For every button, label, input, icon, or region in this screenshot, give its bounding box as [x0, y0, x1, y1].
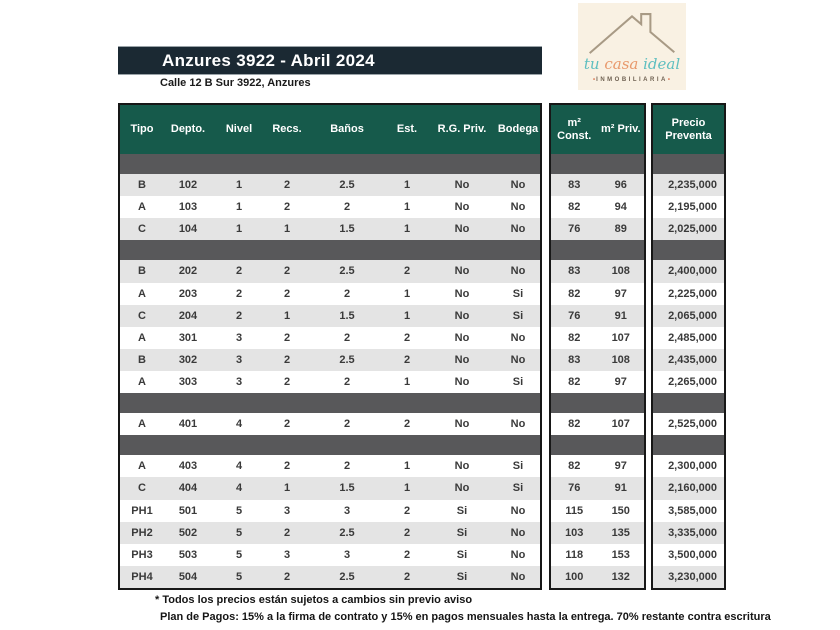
cell-est: 1: [403, 179, 411, 192]
table-row: [551, 349, 644, 371]
m2-table: [549, 103, 646, 590]
cell-est: 2: [403, 331, 411, 344]
cell-nivel: 3: [235, 331, 243, 344]
cell-rg-priv: No: [454, 460, 470, 473]
cell-depto: 103: [178, 201, 198, 214]
table-row: [551, 218, 644, 240]
cell-bodega: No: [510, 201, 526, 214]
cell-nivel: 2: [235, 287, 243, 300]
cell-m2-priv: 97: [614, 460, 627, 473]
price-table-header: [653, 105, 724, 154]
cell-depto: 303: [178, 376, 198, 389]
cell-precio: 3,230,000: [668, 570, 717, 583]
cell-depto: 502: [178, 526, 198, 539]
cell-nivel: 4: [235, 482, 243, 495]
logo-wordmark: [584, 57, 680, 72]
cell-rg-priv: Si: [456, 504, 468, 517]
logo-word-casa: casa: [604, 55, 639, 73]
col-header-bodega: Bodega: [497, 123, 539, 136]
cell-m2-const: 76: [568, 482, 581, 495]
precio-line1: Precio: [671, 116, 706, 129]
cell-tipo: A: [138, 418, 146, 431]
separator-row: [653, 154, 724, 174]
main-table: [118, 103, 542, 590]
cell-recs: 2: [283, 460, 291, 473]
table-row: [120, 218, 540, 240]
cell-nivel: 3: [235, 353, 243, 366]
separator-row: [120, 393, 540, 413]
cell-depto: 203: [178, 287, 198, 300]
cell-bodega: No: [510, 265, 526, 278]
cell-banos: 2.5: [339, 570, 355, 583]
m2-const-line2: Const.: [557, 129, 592, 142]
cell-precio: 3,500,000: [668, 548, 717, 561]
col-header-m2-const: [551, 117, 598, 142]
cell-banos: 2.5: [339, 353, 355, 366]
cell-depto: 104: [178, 223, 198, 236]
cell-precio: 2,065,000: [668, 309, 717, 322]
cell-tipo: A: [138, 331, 146, 344]
col-header-tipo: Tipo: [130, 123, 154, 136]
separator-row: [551, 393, 644, 413]
cell-est: 2: [403, 504, 411, 517]
cell-m2-priv: 153: [611, 548, 630, 561]
table-row: [551, 544, 644, 566]
cell-m2-priv: 91: [614, 482, 627, 495]
cell-tipo: A: [138, 376, 146, 389]
cell-precio: 2,025,000: [668, 223, 717, 236]
cell-tipo: C: [138, 482, 146, 495]
cell-rg-priv: No: [454, 223, 470, 236]
cell-nivel: 1: [235, 201, 243, 214]
house-roof-icon: [586, 3, 678, 60]
table-row: [120, 413, 540, 435]
cell-tipo: PH1: [131, 504, 153, 517]
cell-precio: 2,300,000: [668, 460, 717, 473]
separator-row: [653, 393, 724, 413]
cell-m2-const: 118: [565, 548, 584, 561]
cell-m2-priv: 91: [614, 309, 627, 322]
title-bar: [118, 46, 542, 75]
cell-banos: 2: [343, 376, 351, 389]
cell-rg-priv: Si: [456, 548, 468, 561]
cell-rg-priv: No: [454, 331, 470, 344]
separator-row: [120, 435, 540, 455]
payment-plan-note: Plan de Pagos: 15% a la firma de contrato y 15% en pagos mensuales hasta la entrega. 70% restante contra escritura: [160, 611, 771, 623]
cell-est: 2: [403, 570, 411, 583]
cell-nivel: 3: [235, 376, 243, 389]
table-row: [551, 413, 644, 435]
col-header-m2-priv: m² Priv.: [600, 123, 641, 136]
cell-nivel: 4: [235, 460, 243, 473]
cell-bodega: No: [510, 418, 526, 431]
cell-bodega: No: [510, 331, 526, 344]
table-row: [653, 283, 724, 305]
cell-nivel: 1: [235, 223, 243, 236]
cell-precio: 2,400,000: [668, 265, 717, 278]
cell-banos: 2: [343, 460, 351, 473]
cell-depto: 503: [178, 548, 198, 561]
cell-bodega: No: [510, 179, 526, 192]
table-row: [551, 566, 644, 588]
cell-precio: 2,160,000: [668, 482, 717, 495]
cell-est: 2: [403, 353, 411, 366]
cell-bodega: No: [510, 223, 526, 236]
table-row: [120, 544, 540, 566]
table-row: [653, 218, 724, 240]
cell-rg-priv: No: [454, 482, 470, 495]
cell-tipo: B: [138, 179, 146, 192]
table-row: [653, 174, 724, 196]
logo-word-tu: tu: [583, 55, 605, 73]
cell-recs: 3: [283, 548, 291, 561]
cell-m2-priv: 97: [614, 287, 627, 300]
table-row: [653, 327, 724, 349]
cell-est: 1: [403, 223, 411, 236]
cell-tipo: C: [138, 223, 146, 236]
table-row: [551, 522, 644, 544]
cell-tipo: PH4: [131, 570, 153, 583]
cell-depto: 204: [178, 309, 198, 322]
table-row: [120, 371, 540, 393]
col-header-precio: [653, 117, 724, 142]
cell-precio: 2,525,000: [668, 418, 717, 431]
table-row: [120, 260, 540, 282]
cell-m2-priv: 108: [611, 353, 630, 366]
cell-precio: 2,225,000: [668, 287, 717, 300]
cell-est: 1: [403, 201, 411, 214]
table-row: [120, 174, 540, 196]
cell-rg-priv: No: [454, 418, 470, 431]
separator-row: [120, 240, 540, 260]
cell-est: 1: [403, 482, 411, 495]
cell-bodega: Si: [512, 460, 524, 473]
cell-rg-priv: No: [454, 376, 470, 389]
cell-banos: 1.5: [339, 309, 355, 322]
cell-m2-const: 115: [565, 504, 584, 517]
cell-tipo: B: [138, 265, 146, 278]
cell-rg-priv: No: [454, 309, 470, 322]
cell-m2-priv: 150: [611, 504, 630, 517]
cell-bodega: No: [510, 570, 526, 583]
cell-recs: 1: [283, 482, 291, 495]
cell-depto: 403: [178, 460, 198, 473]
cell-nivel: 5: [235, 526, 243, 539]
cell-tipo: B: [138, 353, 146, 366]
cell-nivel: 1: [235, 179, 243, 192]
table-row: [120, 349, 540, 371]
cell-m2-const: 83: [568, 353, 581, 366]
cell-depto: 501: [178, 504, 198, 517]
table-row: [653, 566, 724, 588]
cell-recs: 2: [283, 353, 291, 366]
cell-banos: 2: [343, 287, 351, 300]
cell-rg-priv: No: [454, 265, 470, 278]
cell-est: 2: [403, 526, 411, 539]
cell-m2-const: 103: [565, 526, 584, 539]
cell-m2-priv: 107: [611, 331, 630, 344]
col-header-rg-priv: R.G. Priv.: [437, 123, 487, 136]
table-row: [551, 477, 644, 499]
separator-row: [551, 154, 644, 174]
cell-banos: 2: [343, 331, 351, 344]
separator-row: [653, 435, 724, 455]
cell-bodega: Si: [512, 376, 524, 389]
cell-m2-priv: 135: [611, 526, 630, 539]
cell-tipo: PH3: [131, 548, 153, 561]
separator-row: [551, 240, 644, 260]
col-header-est: Est.: [396, 123, 418, 136]
cell-banos: 2: [343, 418, 351, 431]
cell-est: 1: [403, 287, 411, 300]
cell-recs: 1: [283, 223, 291, 236]
table-row: [551, 500, 644, 522]
cell-m2-const: 82: [568, 376, 581, 389]
cell-depto: 504: [178, 570, 198, 583]
cell-m2-priv: 96: [614, 179, 627, 192]
logo-dot-left: •: [593, 77, 597, 83]
cell-m2-const: 82: [568, 201, 581, 214]
cell-rg-priv: No: [454, 353, 470, 366]
table-row: [120, 500, 540, 522]
cell-recs: 2: [283, 376, 291, 389]
cell-recs: 3: [283, 504, 291, 517]
cell-m2-priv: 89: [614, 223, 627, 236]
cell-recs: 2: [283, 331, 291, 344]
cell-nivel: 4: [235, 418, 243, 431]
cell-precio: 2,485,000: [668, 331, 717, 344]
table-row: [653, 196, 724, 218]
table-row: [551, 174, 644, 196]
cell-m2-const: 82: [568, 418, 581, 431]
cell-depto: 202: [178, 265, 198, 278]
cell-nivel: 5: [235, 570, 243, 583]
cell-m2-const: 83: [568, 265, 581, 278]
cell-m2-const: 100: [565, 570, 584, 583]
col-header-recs: Recs.: [272, 123, 302, 136]
table-row: [120, 566, 540, 588]
m2-rows: [551, 154, 644, 588]
cell-precio: 2,195,000: [668, 201, 717, 214]
table-row: [551, 196, 644, 218]
table-row: [653, 522, 724, 544]
cell-m2-priv: 94: [614, 201, 627, 214]
cell-rg-priv: No: [454, 179, 470, 192]
cell-depto: 404: [178, 482, 198, 495]
cell-banos: 1.5: [339, 223, 355, 236]
main-rows: [120, 154, 540, 588]
cell-nivel: 5: [235, 548, 243, 561]
main-table-header: [120, 105, 540, 154]
cell-bodega: Si: [512, 309, 524, 322]
col-header-depto: Depto.: [170, 123, 206, 136]
cell-bodega: No: [510, 526, 526, 539]
table-row: [653, 500, 724, 522]
cell-m2-const: 76: [568, 309, 581, 322]
cell-banos: 2.5: [339, 179, 355, 192]
cell-bodega: No: [510, 353, 526, 366]
page-title: Anzures 3922 - Abril 2024: [162, 50, 375, 70]
cell-est: 2: [403, 265, 411, 278]
cell-bodega: Si: [512, 482, 524, 495]
table-row: [551, 327, 644, 349]
table-row: [120, 305, 540, 327]
logo-word-ideal: ideal: [638, 55, 681, 73]
col-header-banos: Baños: [330, 123, 364, 136]
cell-recs: 2: [283, 570, 291, 583]
table-row: [120, 522, 540, 544]
table-row: [653, 455, 724, 477]
cell-recs: 2: [283, 418, 291, 431]
cell-rg-priv: No: [454, 201, 470, 214]
cell-m2-priv: 108: [611, 265, 630, 278]
separator-row: [653, 240, 724, 260]
cell-recs: 2: [283, 265, 291, 278]
cell-recs: 2: [283, 526, 291, 539]
separator-row: [551, 435, 644, 455]
logo-dot-right: •: [667, 77, 671, 83]
table-row: [120, 283, 540, 305]
table-row: [120, 196, 540, 218]
cell-m2-const: 76: [568, 223, 581, 236]
cell-precio: 2,265,000: [668, 376, 717, 389]
logo-tagline-text: INMOBILIARIA: [596, 77, 668, 83]
table-row: [653, 413, 724, 435]
table-row: [653, 371, 724, 393]
cell-banos: 3: [343, 504, 351, 517]
cell-m2-const: 82: [568, 460, 581, 473]
table-row: [551, 260, 644, 282]
table-row: [653, 544, 724, 566]
cell-bodega: No: [510, 504, 526, 517]
precio-line2: Preventa: [665, 129, 712, 142]
cell-depto: 401: [178, 418, 198, 431]
cell-tipo: A: [138, 460, 146, 473]
cell-recs: 2: [283, 179, 291, 192]
price-table: [651, 103, 726, 590]
cell-recs: 2: [283, 201, 291, 214]
cell-tipo: A: [138, 201, 146, 214]
cell-tipo: PH2: [131, 526, 153, 539]
table-row: [551, 305, 644, 327]
cell-m2-const: 82: [568, 331, 581, 344]
cell-m2-priv: 107: [611, 418, 630, 431]
cell-rg-priv: Si: [456, 526, 468, 539]
m2-const-line1: m²: [567, 116, 581, 129]
cell-banos: 1.5: [339, 482, 355, 495]
cell-m2-priv: 97: [614, 376, 627, 389]
col-header-nivel: Nivel: [225, 123, 253, 136]
cell-bodega: No: [510, 548, 526, 561]
cell-nivel: 2: [235, 309, 243, 322]
cell-tipo: C: [138, 309, 146, 322]
table-row: [551, 371, 644, 393]
cell-depto: 301: [178, 331, 198, 344]
address-subtitle: Calle 12 B Sur 3922, Anzures: [160, 77, 311, 89]
cell-precio: 2,235,000: [668, 179, 717, 192]
table-row: [120, 455, 540, 477]
company-logo: [578, 3, 686, 90]
price-rows: [653, 154, 724, 588]
cell-banos: 2: [343, 201, 351, 214]
cell-est: 2: [403, 548, 411, 561]
m2-table-header: [551, 105, 644, 154]
cell-est: 1: [403, 309, 411, 322]
table-row: [653, 477, 724, 499]
cell-tipo: A: [138, 287, 146, 300]
cell-precio: 3,585,000: [668, 504, 717, 517]
table-row: [120, 477, 540, 499]
cell-recs: 2: [283, 287, 291, 300]
cell-est: 2: [403, 418, 411, 431]
table-row: [120, 327, 540, 349]
cell-nivel: 2: [235, 265, 243, 278]
cell-est: 1: [403, 376, 411, 389]
cell-nivel: 5: [235, 504, 243, 517]
cell-precio: 3,335,000: [668, 526, 717, 539]
cell-rg-priv: No: [454, 287, 470, 300]
disclaimer-note: * Todos los precios están sujetos a cambios sin previo aviso: [155, 594, 473, 606]
cell-bodega: Si: [512, 287, 524, 300]
cell-rg-priv: Si: [456, 570, 468, 583]
separator-row: [120, 154, 540, 174]
cell-banos: 2.5: [339, 265, 355, 278]
cell-precio: 2,435,000: [668, 353, 717, 366]
table-row: [653, 260, 724, 282]
cell-m2-priv: 132: [611, 570, 630, 583]
cell-banos: 2.5: [339, 526, 355, 539]
table-row: [551, 283, 644, 305]
cell-depto: 302: [178, 353, 198, 366]
cell-est: 1: [403, 460, 411, 473]
table-row: [653, 349, 724, 371]
cell-m2-const: 83: [568, 179, 581, 192]
cell-banos: 3: [343, 548, 351, 561]
table-row: [551, 455, 644, 477]
cell-m2-const: 82: [568, 287, 581, 300]
table-row: [653, 305, 724, 327]
cell-depto: 102: [178, 179, 198, 192]
logo-tagline: [593, 77, 671, 83]
cell-recs: 1: [283, 309, 291, 322]
